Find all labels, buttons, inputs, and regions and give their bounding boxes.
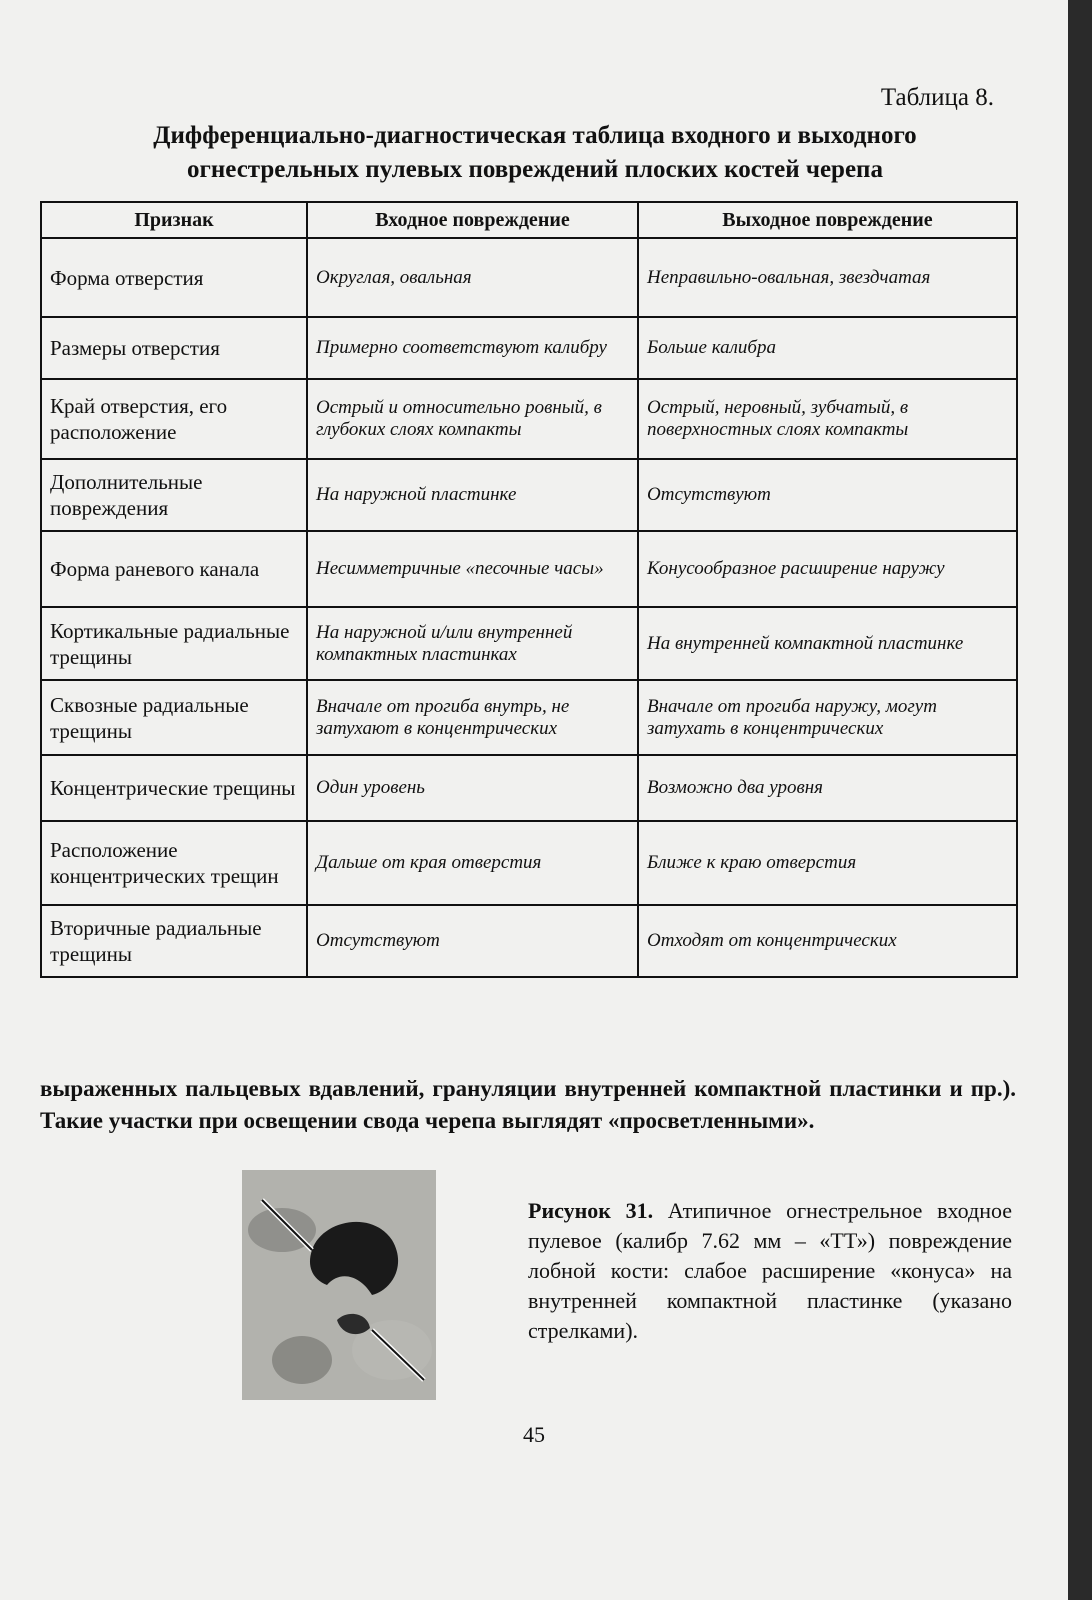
row-entry: Округлая, овальная — [307, 238, 638, 317]
table-row — [41, 755, 1017, 821]
table-row — [41, 238, 1017, 317]
row-sign: Размеры отверстия — [41, 317, 307, 379]
row-entry: На наружной пластинке — [307, 459, 638, 531]
row-entry: Отсутствуют — [307, 905, 638, 977]
table-row — [41, 905, 1017, 977]
table-title-line-2: огнестрельных пулевых повреждений плоских костей черепа — [187, 156, 883, 183]
page-number: 45 — [523, 1422, 545, 1447]
table-row — [41, 607, 1017, 680]
row-exit: Отсутствуют — [638, 459, 1017, 531]
row-exit: На внутренней компактной пластинке — [638, 607, 1017, 680]
row-sign: Край отверстия, его расположение — [41, 379, 307, 459]
row-entry: Несимметричные «песочные часы» — [307, 531, 638, 607]
row-entry: Вначале от прогиба внутрь, не затухают в концентрических — [307, 680, 638, 755]
row-exit: Ближе к краю отверстия — [638, 821, 1017, 905]
figure-caption-text: Атипичное огнестрельное входное пулевое (калибр 7.62 мм – «ТТ») повреждение лобной кости: слабое расширение «конуса» на внутренней компактной пластинке (указано стрелками). — [528, 1198, 1012, 1343]
row-exit: Вначале от прогиба наружу, могут затухать в концентрических — [638, 680, 1017, 755]
table-title — [40, 119, 1030, 187]
row-exit: Острый, неровный, зубчатый, в поверхностных слоях компакты — [638, 379, 1017, 459]
row-sign: Сквозные радиальные трещины — [41, 680, 307, 755]
row-sign: Кортикальные радиальные трещины — [41, 607, 307, 680]
header-sign: Признак — [41, 202, 307, 238]
row-entry: Примерно соответствуют калибру — [307, 317, 638, 379]
row-exit: Конусообразное расширение наружу — [638, 531, 1017, 607]
table-number: Таблица 8. — [880, 84, 994, 111]
row-entry: На наружной и/или внутренней компактных пластинках — [307, 607, 638, 680]
table-row — [41, 821, 1017, 905]
differential-diagnosis-table — [40, 201, 1018, 978]
table-row — [41, 317, 1017, 379]
skull-bone-photo — [242, 1170, 436, 1400]
figure-label: Рисунок 31. — [528, 1198, 654, 1223]
row-entry: Один уровень — [307, 755, 638, 821]
row-exit: Неправильно-овальная, звездчатая — [638, 238, 1017, 317]
row-sign: Дополнительные повреждения — [41, 459, 307, 531]
row-entry: Острый и относительно ровный, в глубоких слоях компакты — [307, 379, 638, 459]
table-row — [41, 459, 1017, 531]
body-text-paragraph: выраженных пальцевых вдавлений, грануляции внутренней компактной пластинки и пр.). Такие участки при освещении свода черепа выглядят «просветленными». — [40, 1076, 1016, 1133]
row-sign: Концентрические трещины — [41, 755, 307, 821]
row-exit: Возможно два уровня — [638, 755, 1017, 821]
table-row — [41, 531, 1017, 607]
row-sign: Форма раневого канала — [41, 531, 307, 607]
row-exit: Отходят от концентрических — [638, 905, 1017, 977]
table-row — [41, 680, 1017, 755]
row-exit: Больше калибра — [638, 317, 1017, 379]
row-entry: Дальше от края отверстия — [307, 821, 638, 905]
table-title-line-1: Дифференциально-диагностическая таблица входного и выходного — [153, 122, 917, 149]
header-exit: Выходное повреждение — [638, 202, 1017, 238]
header-entry: Входное повреждение — [307, 202, 638, 238]
table-header-row — [41, 202, 1017, 238]
row-sign: Форма отверстия — [41, 238, 307, 317]
table-row — [41, 379, 1017, 459]
row-sign: Расположение концентрических трещин — [41, 821, 307, 905]
row-sign: Вторичные радиальные трещины — [41, 905, 307, 977]
figure-caption — [528, 1196, 1012, 1346]
